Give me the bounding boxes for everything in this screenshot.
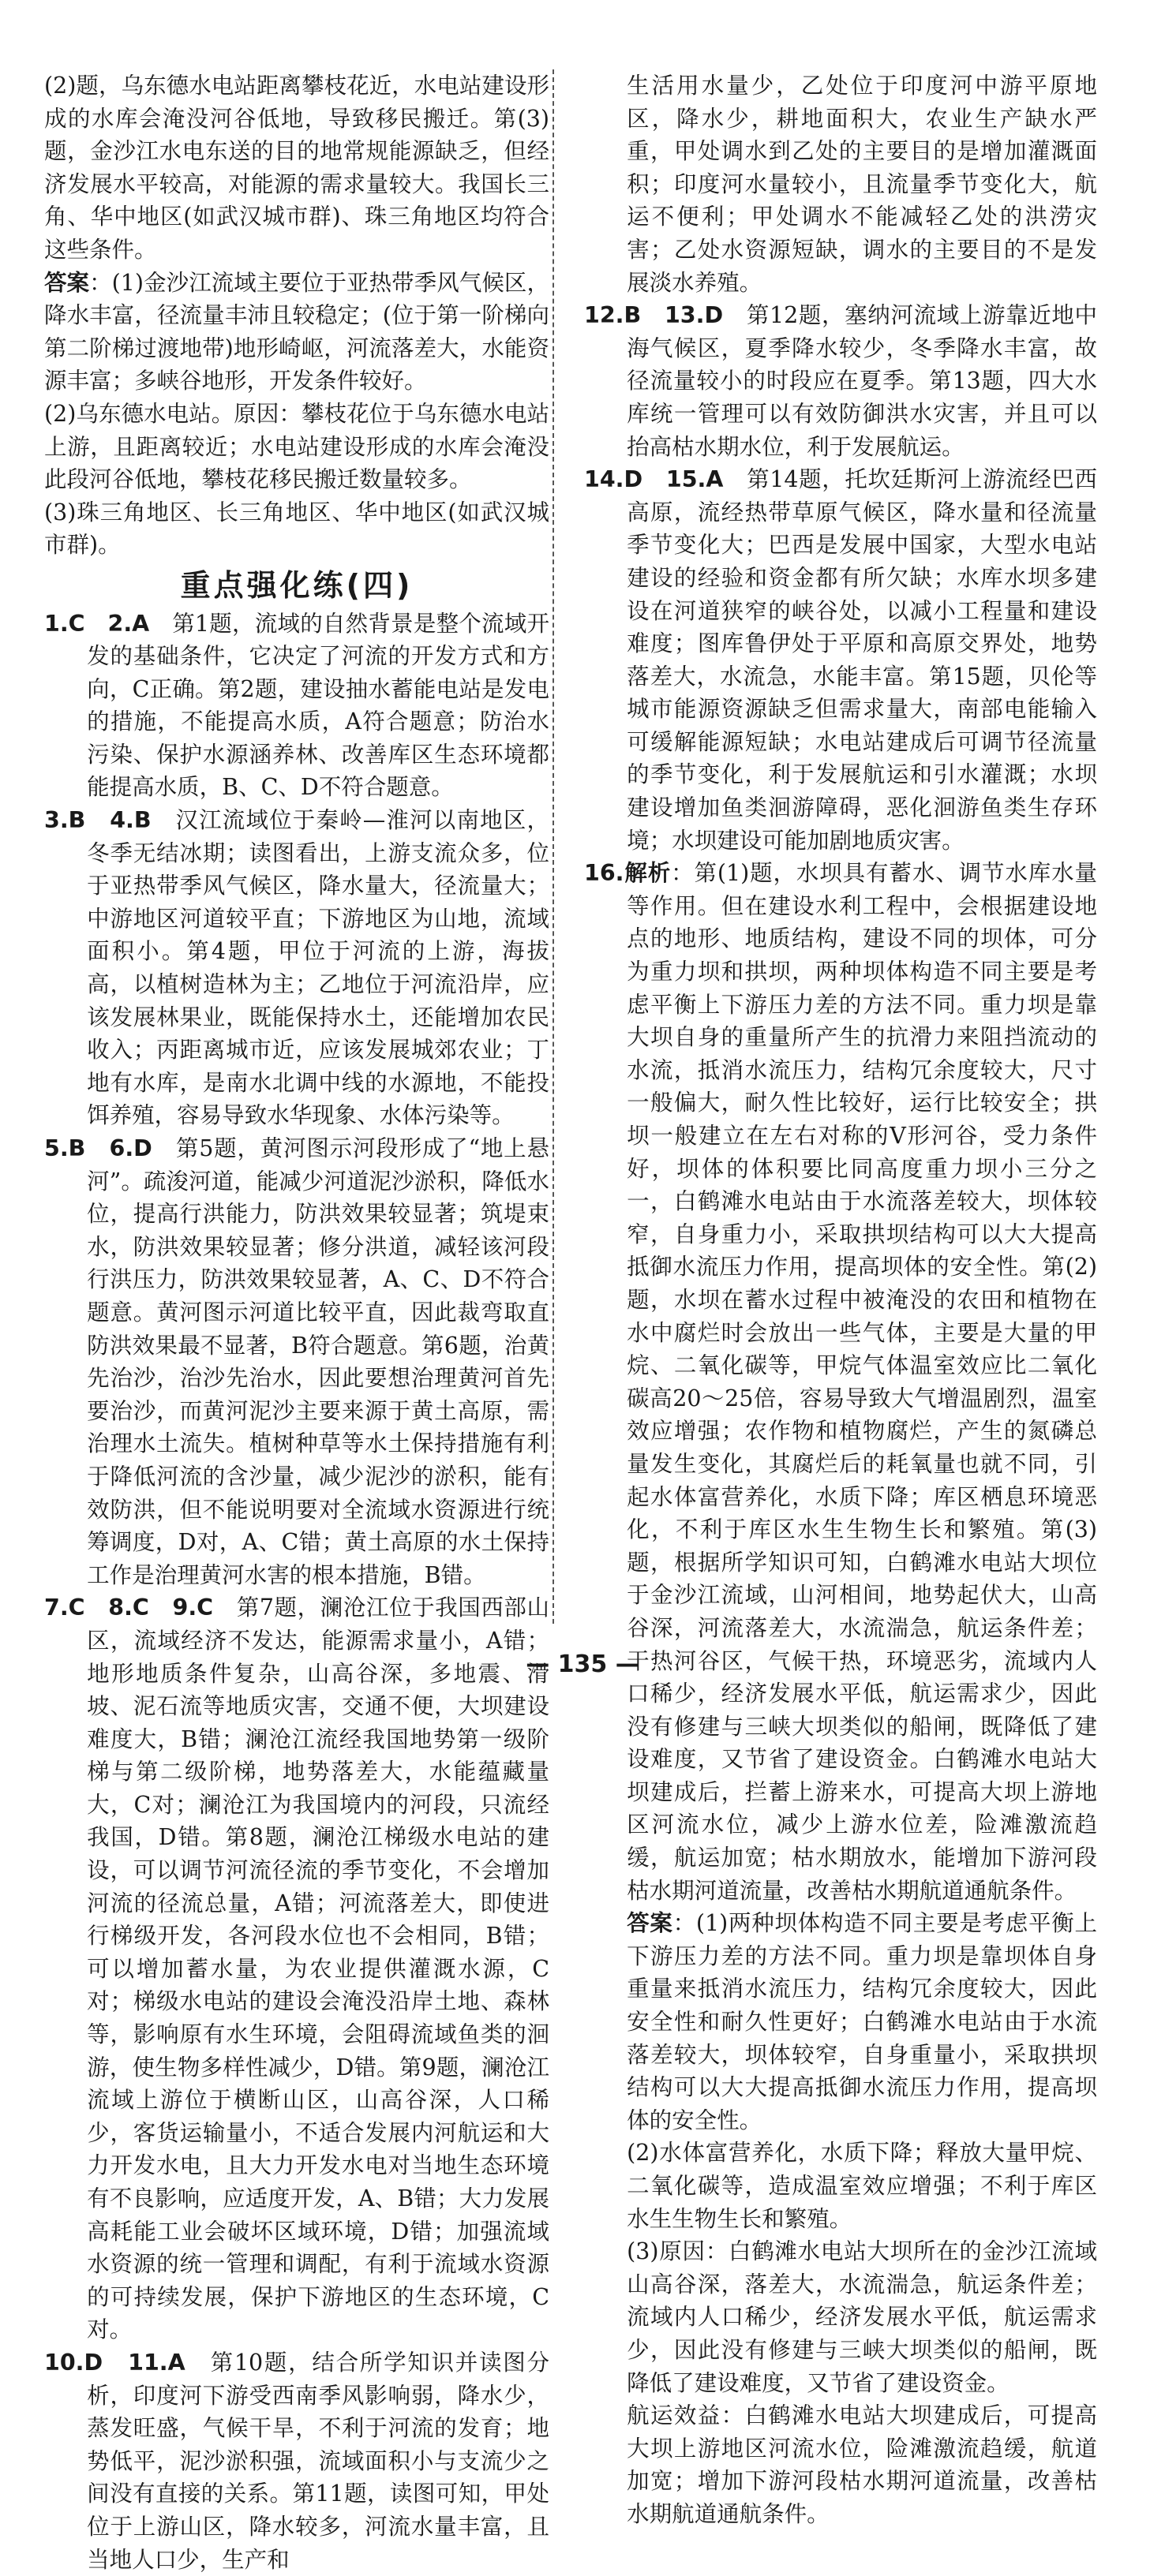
question-number: 5.B 6.D bbox=[44, 1135, 152, 1161]
question-explanation: 第5题，黄河图示河段形成了“地上悬河”。疏浚河道，能减少河道泥沙淤积，降低水位，提高行洪能力，防洪效果较显著；筑堤束水，防洪效果较显著；修分洪道，减轻该河段行洪压力，防洪效果较显著，A、C、D不符合题意。黄河图示河道比较平直，因此裁弯取直防洪效果最不显著，B符合题意。第6题，治黄先治沙，治沙先治水，因此要想治理黄河首先要治沙，而黄河泥沙主要来源于黄土高原，需治理水土流失。植树种草等水土保持措施有利于降低河流的含沙量，减少泥沙的淤积，能有效防洪，但不能说明要对全流域水资源进行统筹调度，D对，A、C错；黄土高原的水土保持工作是治理黄河水害的根本措施，B错。 bbox=[87, 1135, 549, 1588]
question-explanation: 第7题，澜沧江位于我国西部山区，流域经济不发达，能源需求量小，A错；地形地质条件复杂，山高谷深，多地震、滑坡、泥石流等地质灾害，交通不便，大坝建设难度大，B错；澜沧江流经我国地势第一级阶梯与第二级阶梯，地势落差大，水能蕴藏量大，C对；澜沧江为我国境内的河段，只流经我国，D错。第8题，澜沧江梯级水电站的建设，可以调节河流径流的季节变化，不会增加河流的径流总量，A错；河流落差大，即使进行梯级开发，各河段水位也不会相同，B错；可以增加蓄水量，为农业提供灌溉水源，C对；梯级水电站的建设会淹没沿岸土地、森林等，影响原有水生环境，会阻碍流域鱼类的洄游，使生物多样性减少，D错。第9题，澜沧江流域上游位于横断山区，山高谷深，人口稀少，客货运输量小，不适合发展内河航运和大力开发水电，且大力开发水电对当地生态环境有不良影响，应适度开发，A、B错；大力发展高耗能工业会破坏区域环境，D错；加强流域水资源的统一管理和调配，有利于流域水资源的可持续发展，保护下游地区的生态环境，C对。 bbox=[87, 1595, 550, 2343]
answer-block-1 bbox=[44, 267, 549, 398]
answer-text-4: 航运效益：白鹤滩水电站大坝建成后，可提高大坝上游地区河流水位，险滩激流趋缓，航道加宽；增加下游河段枯水期河道流量，改善枯水期航道通航条件。 bbox=[627, 2402, 1097, 2527]
answer-label: 答案 bbox=[627, 1910, 673, 1937]
answer-text-3: (3)原因：白鹤滩水电站大坝所在的金沙江流域山高谷深，落差大，水流湍急，航运条件差；流域内人口稀少，经济发展水平低，航运需求少，因此没有修建与三峡大坝类似的船闸，既降低了建设难度，又节省了建设资金。 bbox=[627, 2238, 1097, 2396]
answer-text-1: ：(1)金沙江流域主要位于亚热带季风气候区，降水丰富，径流量丰沛且较稳定；(位于第一阶梯向第二阶梯过渡地带)地形崎岖，河流落差大，水能资源丰富；多峡谷地形，开发条件较好。 bbox=[44, 269, 549, 394]
question-14-15 bbox=[584, 463, 1097, 857]
left-column bbox=[44, 69, 549, 2576]
question-1-2 bbox=[44, 608, 549, 805]
column-divider bbox=[553, 69, 554, 1624]
answer-text-2: (2)水体富营养化，水质下降；释放大量甲烷、二氧化碳等，造成温室效应增强；不利于库区水生生物生长和繁殖。 bbox=[627, 2140, 1097, 2232]
question-number: 10.D 11.A bbox=[44, 2349, 185, 2376]
question-number: 12.B 13.D bbox=[584, 302, 724, 329]
answer-text-1: ：(1)两种坝体构造不同主要是考虑平衡上下游压力差的方法不同。重力坝是靠坝体自身重量来抵消水流压力，结构冗余度较大，因此安全性和耐久性更好；白鹤滩水电站由于水流落差较大，坝体较窄，自身重量小，采取拱坝结构可以大大提高抵御水流压力作用，提高坝体的安全性。 bbox=[627, 1910, 1097, 2133]
question-10-11 bbox=[44, 2346, 549, 2576]
question-12-13 bbox=[584, 299, 1097, 463]
question-11-continued: 生活用水量少，乙处位于印度河中游平原地区，降水少，耕地面积大，农业生产缺水严重，甲处调水到乙处的主要目的是增加灌溉面积；印度河水量较小，且流量季节变化大，航运不便利；甲处调水不能减轻乙处的洪涝灾害；乙处水资源短缺，调水的主要目的不是发展淡水养殖。 bbox=[627, 73, 1097, 296]
question-explanation: ：第(1)题，水坝具有蓄水、调节水库水量等作用。但在建设水利工程中，会根据建设地点的地形、地质结构，建设不同的坝体，可分为重力坝和拱坝，两种坝体构造不同主要是考虑平衡上下游压力差的方法不同。重力坝是靠大坝自身的重量所产生的抗滑力来阻挡流动的水流，抵消水流压力，结构冗余度较大，尺寸一般偏大，耐久性比较好，运行比较安全；拱坝一般建立在左右对称的V形河谷，受力条件好，坝体的体积要比同高度重力坝小三分之一，白鹤滩水电站由于水流落差较大，坝体较窄，自身重力小，采取拱坝结构可以大大提高抵御水流压力作用，提高坝体的安全性。第(2)题，水坝在蓄水过程中被淹没的农田和植物在水中腐烂时会放出一些气体，主要是大量的甲烷、二氧化碳等，甲烷气体温室效应比二氧化碳高20～25倍，容易导致大气增温剧烈，温室效应增强；农作物和植物腐烂，产生的氮磷总量发生变化，其腐烂后的耗氧量也就不同，引起水体富营养化，水质下降；库区栖息环境恶化，不利于库区水生生物生长和繁殖。第(3)题，根据所学知识可知，白鹤滩水电站大坝位于金沙江流域，山河相间，地势起伏大，山高谷深，河流落差大，水流湍急，航运条件差；干热河谷区，气候干热，环境恶劣，流域内人口稀少，经济发展水平低，航运需求少，因此没有修建与三峡大坝类似的船闸，既降低了建设难度，又节省了建设资金。白鹤滩水电站大坝建成后，拦蓄上游来水，可提高大坝上游地区河流水位，减少上游水位差，险滩激流趋缓，航运加宽；枯水期放水，能增加下游河段枯水期河道流量，改善枯水期航道通航条件。 bbox=[627, 860, 1097, 1904]
question-explanation: 第1题，流域的自然背景是整个流域开发的基础条件，它决定了河流的开发方式和方向，C正确。第2题，建设抽水蓄能电站是发电的措施，不能提高水质，A符合题意；防治水污染、保护水源涵养林、改善库区生态环境都能提高水质，B、C、D不符合题意。 bbox=[87, 610, 549, 801]
page-number: — 135 — bbox=[526, 1651, 639, 1678]
question-explanation: 第12题，塞纳河流域上游靠近地中海气候区，夏季降水较少，冬季降水丰富，故径流量较小的时段应在夏季。第13题，四大水库统一管理可以有效防御洪水灾害，并且可以抬高枯水期水位，利于发展航运。 bbox=[627, 302, 1097, 460]
question-explanation: 汉江流域位于秦岭—淮河以南地区，冬季无结冰期；读图看出，上游支流众多，位于亚热带季风气候区，降水量大，径流量大；中游地区河道较平直；下游地区为山地，流域面积小。第4题，甲位于河流的上游，海拔高，以植树造林为主；乙地位于河流沿岸，应该发展林果业，既能保持水土，还能增加农民收入；丙距离城市近，应该发展城郊农业；丁地有水库，是南水北调中线的水源地，不能投饵养殖，容易导致水华现象、水体污染等。 bbox=[87, 807, 549, 1129]
right-column bbox=[584, 69, 1097, 2531]
question-16 bbox=[584, 857, 1097, 1907]
answer-block-16 bbox=[584, 1907, 1097, 2137]
question-number: 14.D 15.A bbox=[584, 466, 724, 493]
answer-label: 答案 bbox=[44, 269, 90, 296]
question-number: 7.C 8.C 9.C bbox=[44, 1595, 214, 1621]
question-number: 1.C 2.A bbox=[44, 610, 150, 637]
answer-text-3: (3)珠三角地区、长三角地区、华中地区(如武汉城市群)。 bbox=[44, 499, 549, 559]
section-title: 重点强化练(四) bbox=[180, 567, 414, 603]
question-number: 3.B 4.B bbox=[44, 807, 152, 834]
paragraph-continued: (2)题，乌东德水电站距离攀枝花近，水电站建设形成的水库会淹没河谷低地，导致移民搬迁。第(3)题，金沙江水电东送的目的地常规能源缺乏，但经济发展水平较高，对能源的需求量较大。我国长三角、华中地区(如武汉城市群)、珠三角地区均符合这些条件。 bbox=[44, 73, 549, 263]
question-7-9 bbox=[44, 1591, 549, 2346]
question-3-4 bbox=[44, 804, 549, 1132]
question-explanation: 第10题，结合所学知识并读图分析，印度河下游受西南季风影响弱，降水少，蒸发旺盛，气候干旱，不利于河流的发育；地势低平，泥沙淤积强，流域面积小与支流少之间没有直接的关系。第11题，读图可知，甲处位于上游山区，降水较多，河流水量丰富，且当地人口少，生产和 bbox=[87, 2349, 549, 2573]
question-5-6 bbox=[44, 1132, 549, 1591]
question-explanation: 第14题，托坎廷斯河上游流经巴西高原，流经热带草原气候区，降水量和径流量季节变化大；巴西是发展中国家，大型水电站建设的经验和资金都有所欠缺；水库水坝多建设在河道狭窄的峡谷处，以减小工程量和建设难度；图库鲁伊处于平原和高原交界处，地势落差大，水流急，水能丰富。第15题，贝伦等城市能源资源缺乏但需求量大，南部电能输入可缓解能源短缺；水电站建成后可调节径流量的季节变化，利于发展航运和引水灌溉；水坝建设增加鱼类洄游障碍，恶化洄游鱼类生存环境；水坝建设可能加剧地质灾害。 bbox=[627, 466, 1097, 854]
answer-text-2: (2)乌东德水电站。原因：攀枝花位于乌东德水电站上游，且距离较近；水电站建设形成的水库会淹没此段河谷低地，攀枝花移民搬迁数量较多。 bbox=[44, 400, 549, 493]
question-number: 16.解析 bbox=[584, 860, 672, 887]
